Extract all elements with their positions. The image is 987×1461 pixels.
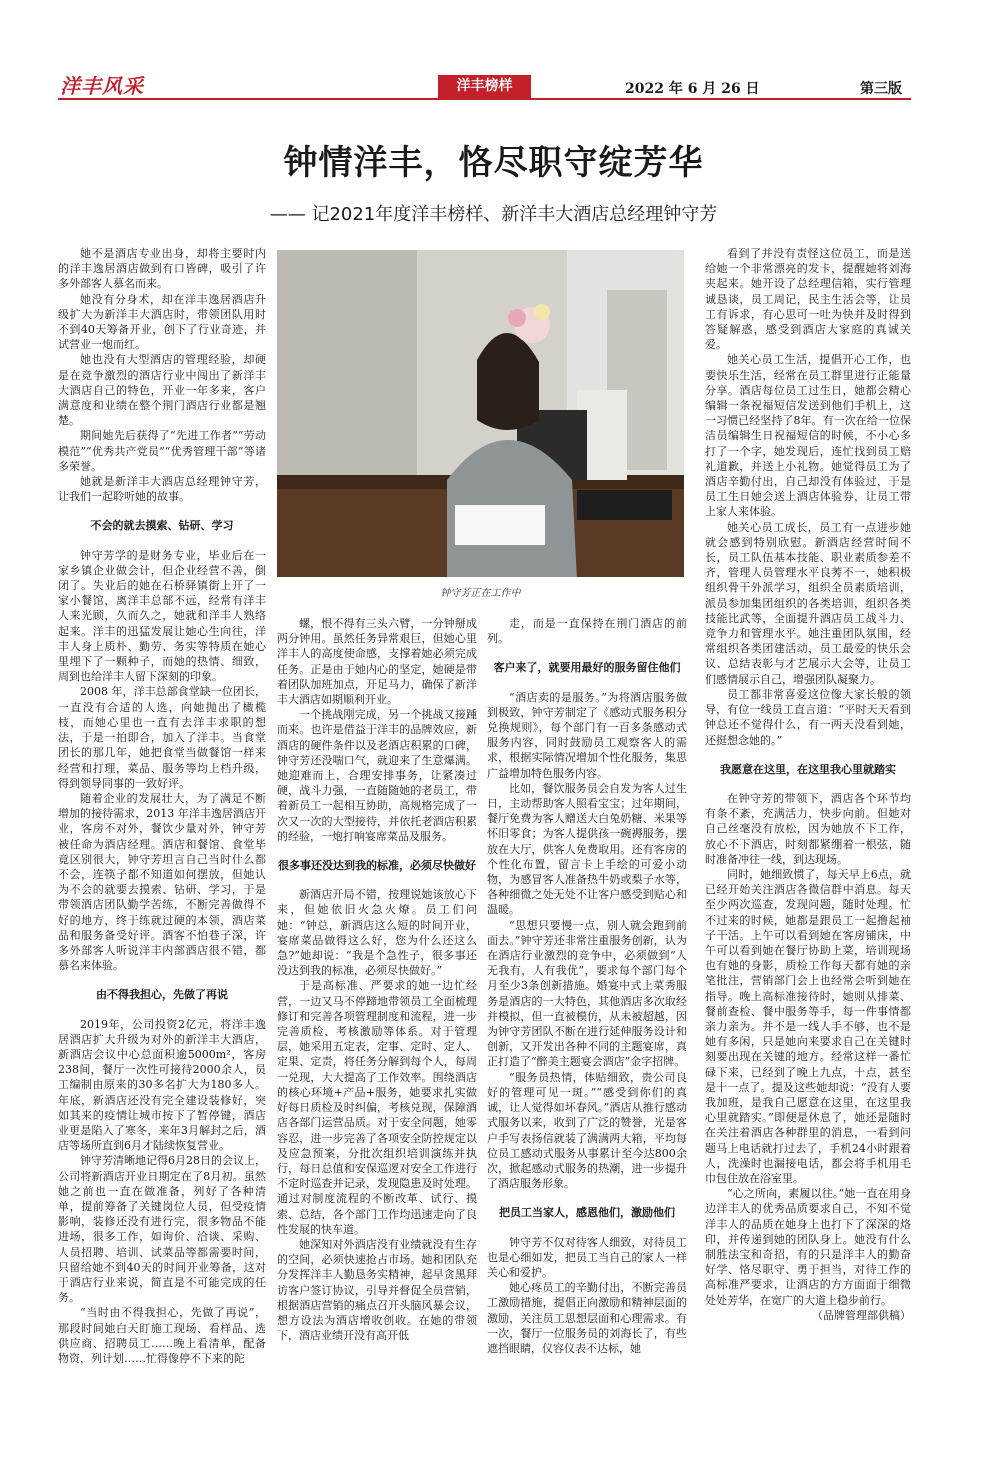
- section-heading: 很多事还没达到我的标准，必须尽快做好: [278, 859, 476, 873]
- col1-section-b: [58, 1017, 266, 1366]
- photo-caption: 钟守芳正在工作中: [440, 588, 521, 599]
- paragraph: 她也没有大型酒店的管理经验，却硬是在竞争激烈的酒店行业中闯出了新洋丰大酒店自己的特色，开业一年多来，客户满意度和业绩在整个荆门酒店行业都是翘楚。: [58, 353, 266, 428]
- paragraph: 她没有分身术，却在洋丰逸居酒店升级扩大为新洋丰大酒店时，带领团队用时不到40天筹备开业，创下了行业奇迹，并试营业一炮而红。: [58, 292, 266, 352]
- col1-section-a: [58, 548, 266, 974]
- section-heading: 我愿意在这里，在这里我心里就踏实: [720, 762, 896, 776]
- col2-intro: [277, 616, 477, 844]
- paragraph: 看到了并没有责怪这位员工，而是送给她一个非常漂亮的发卡，提醒她将刘海夹起来。她开设了总经理信箱，实行管理诚恳谈，员工周记，民主生活会等，让员工有诉求，有心思可一吐为快并及时得到答疑解惑，感受到酒店大家庭的真诚关爱。: [705, 247, 911, 352]
- photo-illustration: [277, 250, 684, 577]
- paragraph: 2019年，公司投资2亿元，将洋丰逸居酒店扩大升级为对外的新洋丰大酒店，新酒店会议中心总面积逾5000m²，客房238间，餐厅一次性可接待2000余人，员工编制由原来的30多名扩大为180多人。年底，新酒店还没有完全建设装修好，突如其来的疫情让城市按下了暂停键，酒店业更是陷入了寒冬，来年3月解封之后，酒店等场所直到6月才陆续恢复营业。: [58, 1017, 266, 1153]
- paragraph: “当时由不得我担心，先做了再说”，那段时间她白天盯施工现场、看样品、选供应商、招聘员工……晚上看清单，配备物资，列计划……忙得像停不下来的陀: [58, 1306, 266, 1366]
- paragraph: 她不是酒店专业出身，却将主要时内的洋丰逸居酒店做到有口皆碑，吸引了许多外部客人慕名而来。: [58, 247, 266, 291]
- section-heading: 不会的就去摸索、钻研、学习: [90, 519, 234, 533]
- col3-intro: [487, 616, 687, 646]
- paragraph: 她就是新洋丰大酒店总经理钟守芳，让我们一起聆听她的故事。: [58, 475, 266, 504]
- col3-section-b: [487, 1235, 687, 1357]
- column-4: [705, 246, 911, 1366]
- issue-date: 2022 年 6 月 26 日: [625, 81, 760, 97]
- header-rule: [58, 98, 911, 100]
- paragraph: “心之所向，素履以往。”她一直在用身边洋丰人的优秀品质要求自己，不知不觉洋丰人的品质在她身上也打下了深深的烙印，并传递到她的团队身上。她没有什么制胜法宝和奇招，有的只是洋丰人的勤奋好学、恪尽职守、勇于担当，对待工作的高标准严要求，让酒店的方方面面于细微处处芳华，在宽广的大道上稳步前行。: [705, 1187, 911, 1307]
- col2-section: [277, 887, 477, 1343]
- paragraph: 她心疼员工的辛勤付出，不断完善员工激励措施，提倡正向激励和精神层面的激励，关注员工思想层面和心理需求。有一次，餐厅一位服务员的刘海长了，有些遮挡眼睛，仪容仪表不达标，她: [487, 1281, 687, 1355]
- paragraph: 新酒店开局不错，按理说她该放心下来，但她依旧火急火燎。员工们问她：“钟总，新酒店这么短的时间开业，宴席菜品做得这么好，您为什么还这么急?”她却说：“我是个急性子，很多事还没达到我的标准，必须尽快做好。”: [277, 888, 477, 978]
- paragraph: 于是高标准、严要求的她一边忙经营，一边又马不停蹄地带领员工全面梳理修订和完善各项管理制度和流程，进一步完善质检、考核激励等体系。对于管理层，她采用五定表，定事、定时、定人、定果、定责，将任务分解到每个人，每周一兑现，大大提高了工作效率。围绕酒店的核心环境+产品+服务，她要求扎实做好每日质检及时纠偏，考核兑现，保障酒店各部门运营品质。对于安全问题，她零容忍，进一步完善了各项安全防控规定以及应急预案，分批次组织培训演练并执行，每日总值和安保巡逻对安全工作进行不定时巡查并记录，发现隐患及时处理。通过对制度流程的不断改革、试行、摸索、总结，各个部门工作均迅速走向了良性发展的快车道。: [277, 979, 477, 1236]
- section-heading: 客户来了，就要用最好的服务留住他们: [493, 661, 681, 675]
- article-photo: [277, 250, 684, 577]
- column-1: [58, 246, 266, 1366]
- paragraph: 钟守芳学的是财务专业，毕业后在一家乡镇企业做会计，但企业经营不善，倒闭了。失业后的她在石桥驿镇街上开了一家小餐馆，离洋丰总部不远，经常有洋丰人来光顾，久而久之，她就和洋丰人熟络起来。洋丰的迅猛发展让她心生向往，洋丰人身上质朴、勤劳、务实等特质在她心里埋下了一颗种子，而她的热情、细致，周到也给洋丰人留下深刻的印象。: [58, 548, 266, 684]
- paragraph: “酒店卖的是服务。”为将酒店服务做到极致，钟守芳制定了《感动式服务积分兑换规则》，每个部门有一百多条感动式服务内容，同时鼓励员工观察客人的需求，根据实际情况增加个性化服务，集思广益增加特色服务内容。: [487, 690, 687, 780]
- paragraph: 钟守芳不仅对待客人细致，对待员工也是心细如发，把员工当自己的家人一样关心和爱护。: [487, 1235, 687, 1279]
- column-3: [487, 616, 687, 1376]
- section-heading: 由不得我担心，先做了再说: [96, 988, 228, 1002]
- page-number: 第三版: [860, 81, 902, 97]
- paragraph: 她关心员工生活，提倡开心工作，也要快乐生活，经常在员工群里进行正能量分享。酒店每位员工过生日，她都会精心编辑一条祝福短信发送到他们手机上，这一习惯已经坚持了8年。有一次在给一位保洁员编辑生日祝福短信的时候，不小心多打了一个字，她发现后，连忙找到员工赔礼道歉，并送上小礼物。她觉得员工为了酒店辛勤付出，自己却没有体验过，于是员工生日她会送上酒店体验券，让员工带上家人来体验。: [705, 353, 911, 519]
- article-title: 钟情洋丰，恪尽职守绽芳华: [283, 143, 704, 183]
- paragraph: 2008 年，洋丰总部食堂缺一位团长，一直没有合适的人选，向她抛出了橄榄枝，而她心里也一直有去洋丰求职的想法，于是一拍即合，加入了洋丰。当食堂团长的那几年，她把食堂当做餐馆一样来经营和打理，菜品、服务等均上档升级，得到领导同事的一致好评。: [58, 685, 266, 790]
- masthead-logo: 洋丰风采: [60, 74, 144, 98]
- paragraph: 员工都非常喜爱这位像大家长般的领导，有位一线员工直言道：“平时天天看到钟总还不觉得什么，有一两天没看到她，还挺想念她的。”: [705, 687, 911, 747]
- paragraph: “思想只要慢一点，别人就会跑到前面去。”钟守芳还非常注重服务创新，认为在酒店行业激烈的竞争中，必须做到“人无我有，人有我优”，要求每个部门每个月至少3条创新措施。婚宴中式上菜秀服务是酒店的一大特色，其他酒店多次取经并模拟，但一直被模仿，从未被超越，因为钟守芳团队不断在进行延伸服务设计和创新，又开发出各种不同的主题宴席，真正打造了“醉美主题宴会酒店”金字招牌。: [487, 918, 687, 1069]
- col1-intro: [58, 246, 266, 504]
- article-credit: （品牌管理部供稿）: [812, 1308, 911, 1322]
- paragraph: 螺，恨不得有三头六臂，一分钟掰成两分钟用。虽然任务异常艰巨，但她心里洋丰人的高度使命感，支撑着她必须完成任务。正是由于她内心的坚定，她硬是带着团队加班加点，开足马力，确保了新洋丰大酒店如期顺利开业。: [277, 617, 477, 707]
- paragraph: “服务员热情，体贴细致，贵公司良好的管理可见一斑。”“感受到你们的真诚，让人觉得如坏春风。”酒店从推行感动式服务以来，收到了广泛的赞誉，光是客户手写表扬信就装了满满两大箱，平均每位员工感动式服务从事累计至今达800余次，掀起感动式服务的热潮，进一步提升了酒店服务形象。: [487, 1070, 687, 1191]
- col3-section-a: [487, 690, 687, 1192]
- paragraph: 同时，她细致惯了，每天早上6点，就已经开始关注酒店各微信群中消息。每天至少两次巡查，发现问题，随时处理。忙不过来的时候，她都是跟员工一起撸起袖子干活。上午可以看到她在客房铺床，中午可以看到她在餐厅协助上菜，培训现场也有她的身影，质检工作每天都有她的亲笔批注，营销部门会上也经常会听到她在指导。晚上高标准接待时，她则从排菜、餐前查检、餐中服务等手，每一件事情都亲力亲为。并不是一线人手不够，也不是她有多闲，只是她向来要求自己在关键时刻要出现在关键的地方。经常这样一番忙碌下来，已经到了晚上九点，十点，甚至是十一点了。提及这些她却说：“没有人要我加班，是我自己愿意在这里，在这里我心里就踏实。”即便是休息了，她还是随时在关注着酒店各种群里的消息，一看到问题马上电话就打过去了，手机24小时跟着人，洗澡时也漏接电话，都会将手机用毛巾包住放在浴室里。: [705, 867, 911, 1185]
- section-tab: 洋丰榜样: [438, 75, 531, 98]
- column-2: [277, 616, 477, 1376]
- col4-section: [705, 791, 911, 1308]
- paragraph: 走，而是一直保持在荆门酒店的前列。: [487, 617, 687, 646]
- paragraph: 比如，餐饮服务员会自发为客人过生日，主动帮助客人照看宝宝；过年期间，餐厅免费为客人赠送大白兔奶糖、米果等怀旧零食；为客人提供孩一碗褥服务，摆放在大厅，供客人免费取用。还有客房的个性化布置，留言卡上手绘的可爱小动物，为感冒客人准备热牛奶或梨子水等，各种细微之处无处不让客户感受到贴心和温暖。: [487, 781, 687, 917]
- paragraph: 一个挑战刚完成，另一个挑战又接踵而来。也许是借益于洋丰的品牌效应，新酒店的硬件条件以及老酒店积累的口碑，钟守芳还没喘口气，就迎来了生意爆满。她迎难而上，合理安排事务，让紧凑过硬，战斗力强，一直随随她的老员工，带着新员工一起相互协助，高规格完成了一次又一次的大型接待，并依托老酒店积累的经验，一炮打响宴席菜品及服务。: [277, 708, 477, 843]
- col4-intro: [705, 246, 911, 748]
- article-subtitle: —— 记2021年度洋丰榜样、新洋丰大酒店总经理钟守芳: [269, 204, 718, 225]
- paragraph: 她深知对外酒店没有业绩就没有生存的空间，必须快速抢占市场。她和团队充分发挥洋丰人勤恳务实精神，起早贪黑拜访客户签订协议，引导并督促全员营销，根据酒店营销的痛点召开头脑风暴会议，想方设法为酒店增收创收。在她的带领下，酒店业绩开没有高开低: [277, 1237, 477, 1343]
- paragraph: 钟守芳清晰地记得6月28日的会议上，公司将新酒店开业日期定在了8月初。虽然她之前也一直在做准备，列好了各种清单，提前筹备了关键岗位人员，但受疫情影响，装修还没有进行完，很多物品不能进场，很多工作，如询价、洽谈、采购、人员招聘、培训、试菜品等都需要时间，只留给她不到40天的时间开业筹备，这对于酒店行业来说，简直是不可能完成的任务。: [58, 1154, 266, 1305]
- paragraph: 随着企业的发展壮大，为了满足不断增加的接待需求，2013 年洋丰逸居酒店开业，客房不对外，餐饮少量对外，钟守芳被任命为酒店经理。酒店和餐馆、食堂毕竟区别很大，钟守芳坦言自己当时什么都不会，连筷子都不知道如何摆放，但她认为不会的就要去摸索、钻研、学习，于是带领酒店团队勤学苦练，不断完善做得不好的地方，终于练就过硬的本领，酒店菜品和服务备受好评。酒客不怕巷子深，许多外部客人听说洋丰内部酒店很不错，都慕名来体验。: [58, 791, 266, 973]
- section-heading: 把员工当家人，感恩他们，激励他们: [499, 1206, 675, 1220]
- paragraph: 期间她先后获得了“先进工作者”“劳动模范”“优秀共产党员”“优秀管理干部”等诸多荣誉。: [58, 429, 266, 473]
- paragraph: 她关心员工成长，员工有一点进步她就会感到特别欣慰。新酒店经营时间不长，员工队伍基本技能、职业素质参差不齐，管理人员管理水平良莠不一，她积极组织骨干外派学习，组织全员素质培训，派员参加集团组织的各类培训，组织各类技能比武等，全面提升酒店员工战斗力、竞争力和管理水平。她注重团队氛围，经常组织各类团建活动，员工最爱的快乐会议、总结表彰与才艺展示大会等，让员工们感情展示自己，增强团队凝聚力。: [705, 520, 911, 686]
- paragraph: 在钟守芳的带领下，酒店各个环节均有条不紊，充满活力，快步向前。但她对自己丝毫没有放松，因为她放不下工作，放心不下酒店，时刻都紧绷着一根弦，随时准备冲往一线，到达现场。: [705, 791, 911, 866]
